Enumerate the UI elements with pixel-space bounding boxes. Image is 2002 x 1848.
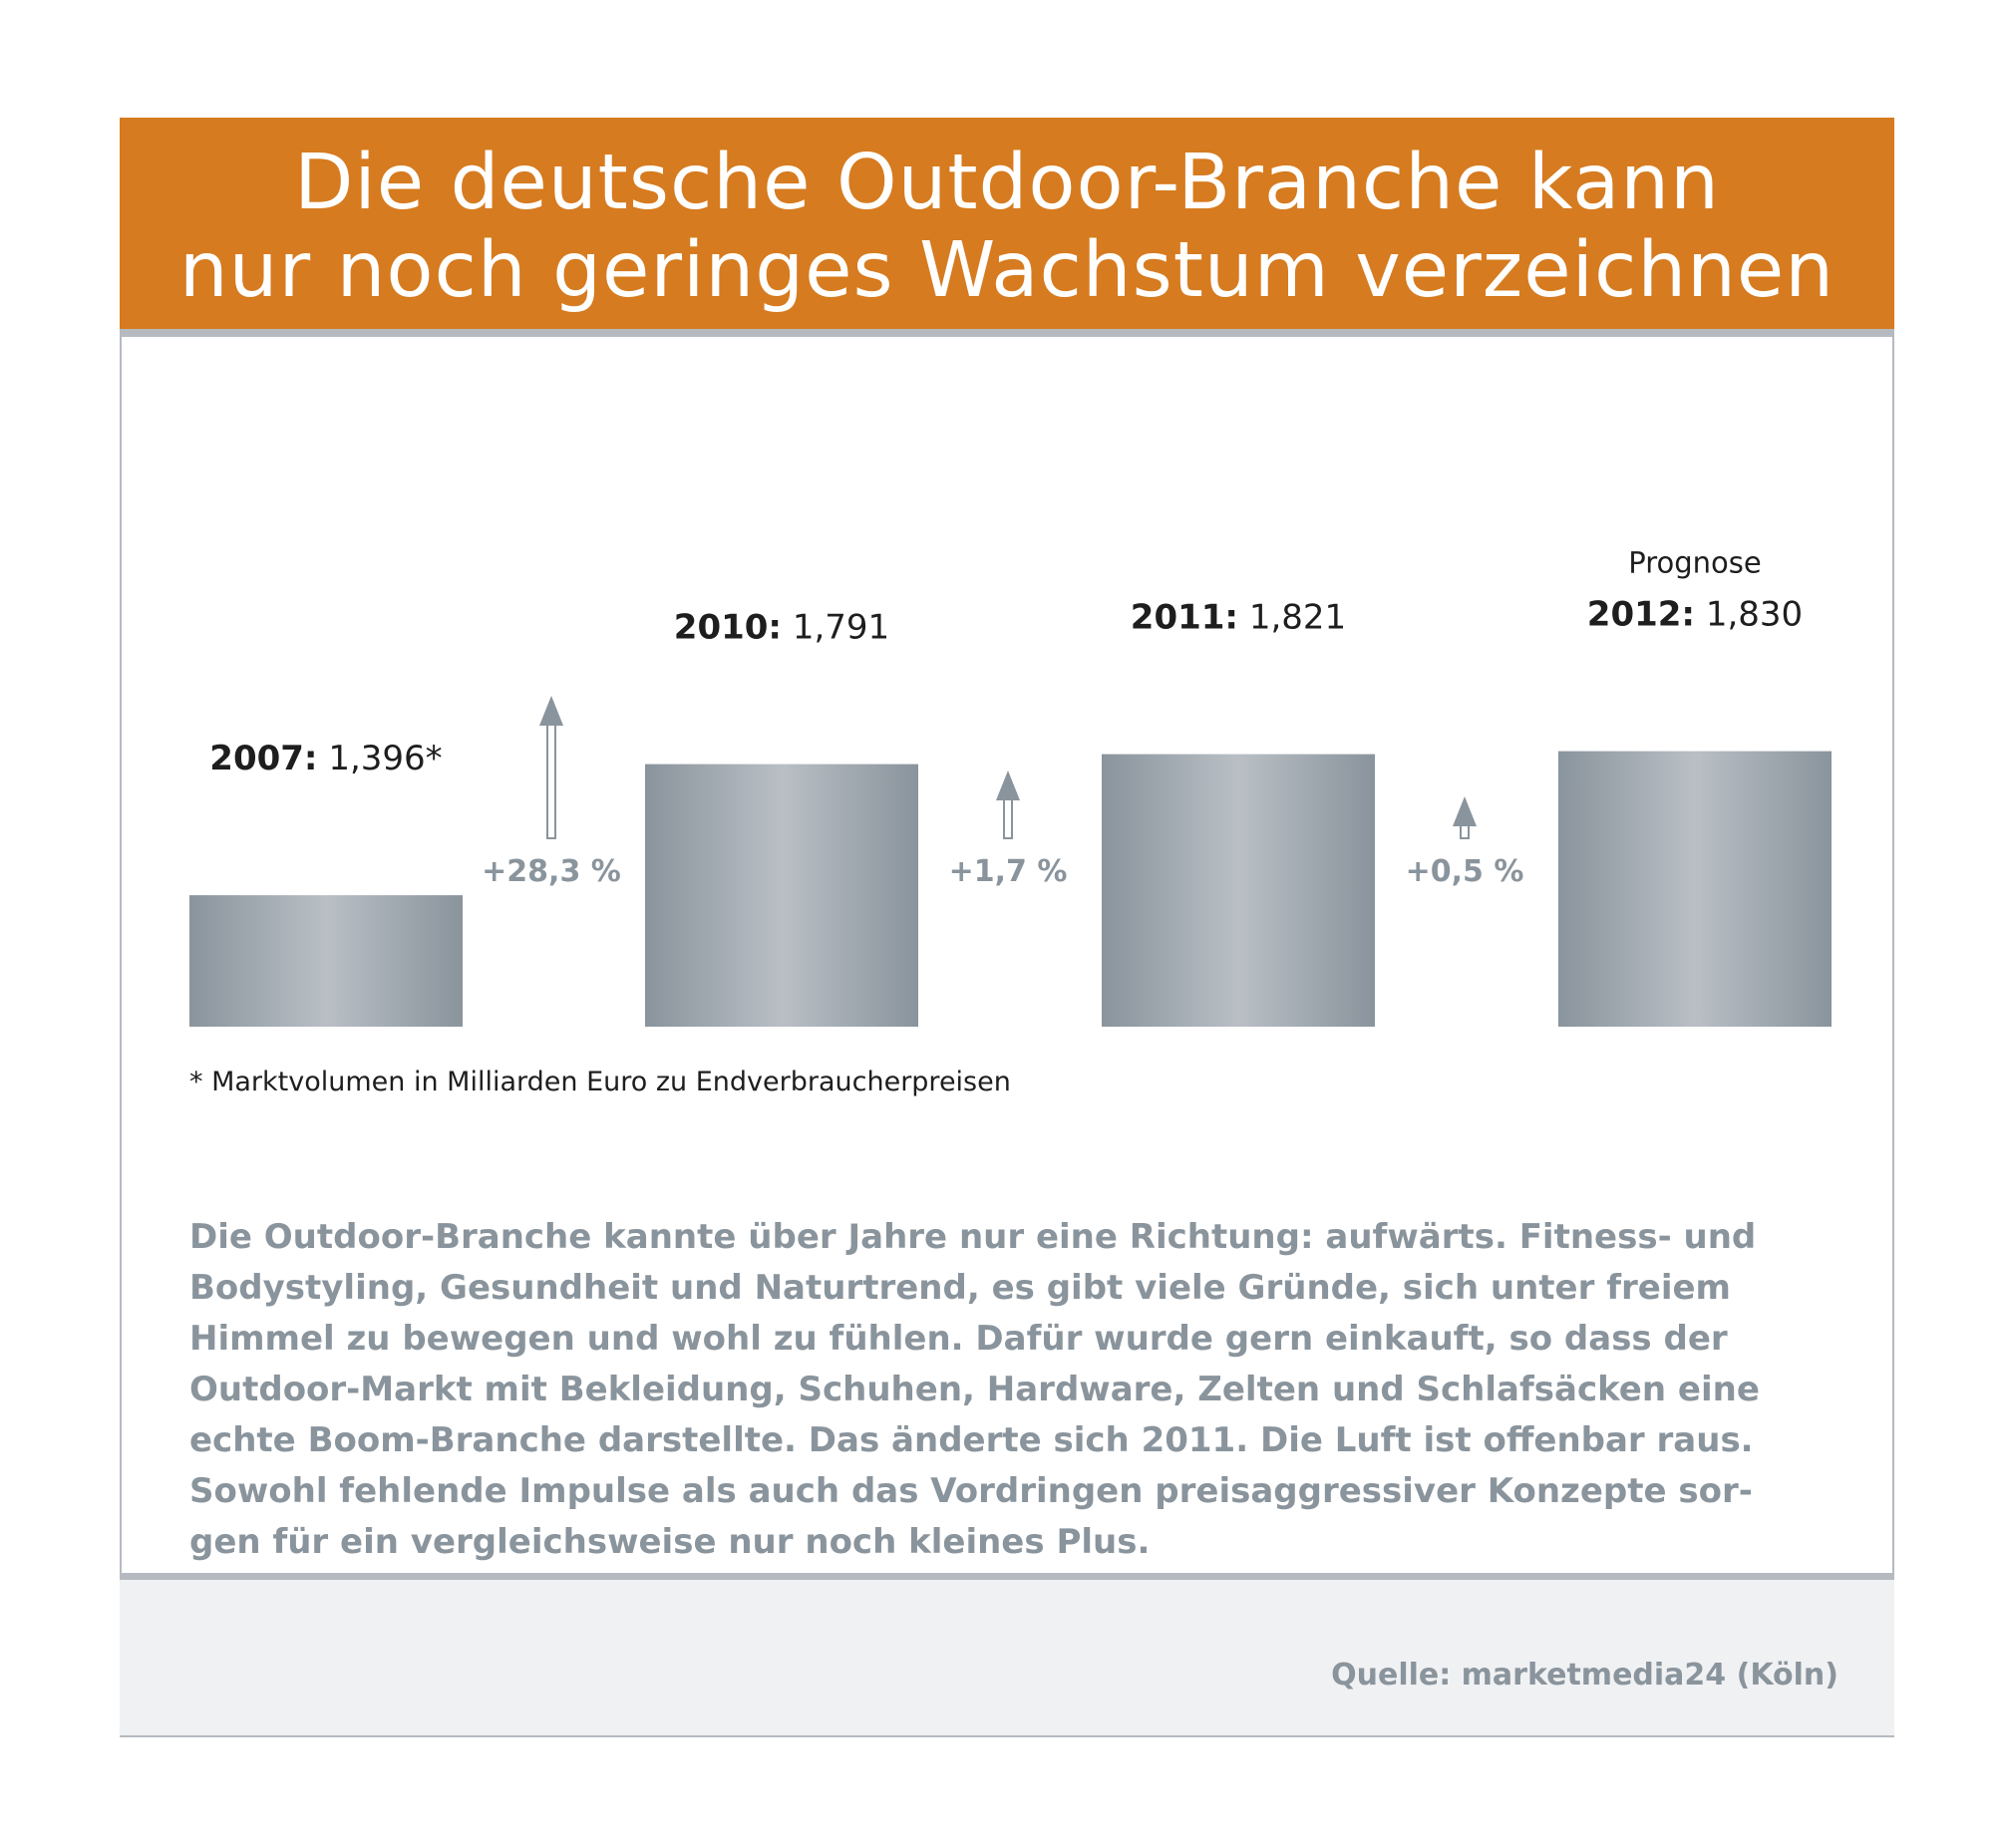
growth-label: +1,7 % [948, 854, 1068, 889]
infographic [120, 118, 1894, 1737]
growth-arrow-shaft [1461, 824, 1469, 838]
footnote: * Marktvolumen in Milliarden Euro zu Endverbraucherpreisen [189, 1067, 1011, 1097]
growth-label: +28,3 % [482, 854, 621, 889]
bar-2010 [645, 765, 918, 1027]
growth-arrow-icon [996, 770, 1020, 800]
growth-arrow-icon [539, 696, 563, 726]
source-credit: Quelle: marketmedia24 (Köln) [1331, 1658, 1838, 1693]
bar-year: 2012: [1586, 594, 1696, 635]
bar-year: 2007: [209, 739, 318, 779]
growth-label: +0,5 % [1405, 854, 1524, 889]
bar-value: 1,821 [1238, 597, 1347, 638]
title-banner [120, 118, 1894, 329]
footer-divider [120, 1573, 1894, 1580]
bar-year: 2011: [1130, 597, 1239, 638]
growth-arrow-icon [1453, 796, 1477, 826]
growth-arrow-shaft [1004, 798, 1012, 838]
title-divider [120, 329, 1894, 337]
chart-title: Die deutsche Outdoor-Branche kann nur noch geringes Wachstum verzeichnen [178, 139, 1835, 315]
bar-label-2010 [674, 608, 889, 648]
bar-2007 [189, 895, 463, 1027]
bar-label-2011 [1131, 598, 1346, 638]
chart-marks [189, 546, 1832, 1027]
description-text: Die Outdoor-Branche kannte über Jahre nur eine Richtung: aufwärts. Fitness- und Bodystyling, Gesundheit und Naturtrend, es gibt viele Gründe, sich unter freiem Himmel zu bewegen und wohl zu fühlen. Dafür wurde gern einkauft, so dass der Outdoor-Markt mit Bekleidung, Schuhen, Hardware, Zelten und Schlafsäcken eine echte Boom-Branche darstellte. Das änderte sich 2011. Die Luft ist offenbar raus. Sowohl fehlende Impulse als auch das Vordringen preisaggressiver Konzepte sor- gen für ein vergleichsweise nur noch kleines Plus. [189, 1217, 1760, 1562]
forecast-label: Prognose [1628, 545, 1762, 580]
bar-value: 1,830 [1695, 594, 1804, 635]
bar-label-2007 [209, 739, 442, 778]
bar-value: 1,791 [782, 607, 890, 648]
bar-year: 2010: [673, 607, 783, 648]
bar-2012 [1558, 752, 1832, 1027]
footer-bottom-line [120, 1735, 1894, 1737]
bar-chart [122, 337, 1892, 1075]
growth-arrow-shaft [547, 724, 555, 838]
bar-value: 1,396* [317, 739, 443, 779]
bar-2011 [1102, 755, 1375, 1027]
content-panel [120, 337, 1894, 1693]
bar-label-2012 [1587, 595, 1803, 635]
